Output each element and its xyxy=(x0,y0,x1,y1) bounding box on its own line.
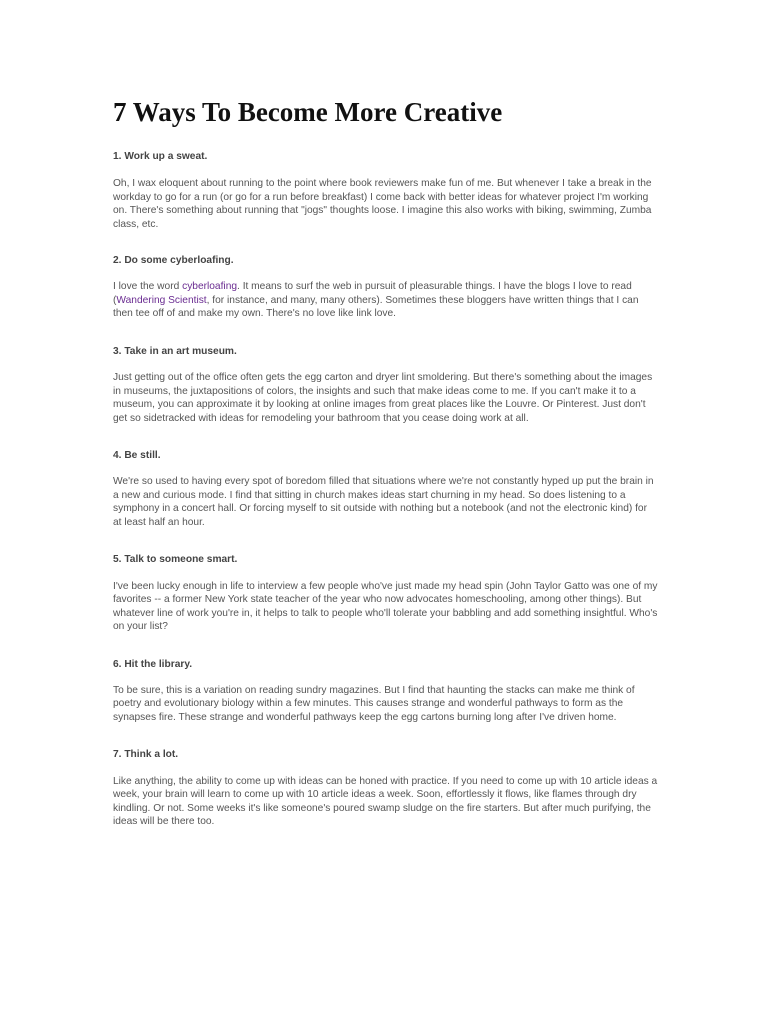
document-page xyxy=(113,96,658,829)
wandering-scientist-link[interactable]: Wandering Scientist xyxy=(116,294,207,306)
section-hit-the-library xyxy=(113,658,658,725)
section-heading: 2. Do some cyberloafing. xyxy=(113,255,234,266)
section-be-still xyxy=(113,449,658,529)
section-body: Just getting out of the office often gets the egg carton and dryer lint smoldering. But there's something about the images in museums, the juxtapositions of colors, the insights and such that make ideas come to me. If you can't make it to a museum, you can approximate it by looking at online images from great places like the Louvre. Or Pinterest. Just don't get so sidetracked with ideas for remodeling your bathroom that you cease doing work at all. xyxy=(113,372,653,424)
section-heading: 1. Work up a sweat. xyxy=(113,150,208,162)
section-body: Oh, I wax eloquent about running to the point where book reviewers make fun of me. But whenever I take a break in the workday to go for a run (or go for a run before breakfast) I come back with better ideas for whatever project I'm working on. There's something about running that "jogs" thoughts loose. I imagine this also works with biking, swimming, Zumba class, etc. xyxy=(113,178,652,230)
section-body: Like anything, the ability to come up with ideas can be honed with practice. If you need to come up with 10 article ideas a week, your brain will learn to come up with 10 article ideas a week. Soon, effortlessly it flows, like flames through dry kindling. Or not. Some weeks it's like someone's poured swamp sludge on the fire starters. But after much purifying, the ideas will be there too. xyxy=(113,775,658,827)
section-body: We're so used to having every spot of boredom filled that situations where we're not constantly hyped up put the brain in a new and curious mode. I find that sitting in church makes ideas start churning in my head. So does listening to a symphony in a concert hall. Or forcing myself to sit outside with nothing but a notebook (and not the electronic kind) for at least half an hour. xyxy=(113,476,654,528)
section-art-museum xyxy=(113,345,658,425)
section-body: To be sure, this is a variation on reading sundry magazines. But I find that haunting the stacks can make me think of poetry and evolutionary biology within a few minutes. This causes strange and wonderful pathways to form as the synapses fire. These strange and wonderful pathways keep the egg cartons burning long after I've driven home. xyxy=(113,684,635,723)
section-talk-to-someone-smart xyxy=(113,553,658,633)
section-work-up-a-sweat xyxy=(113,150,658,231)
section-heading: 3. Take in an art museum. xyxy=(113,345,237,357)
section-body xyxy=(113,280,658,321)
body-text: I love the word xyxy=(113,281,183,293)
section-cyberloafing xyxy=(113,254,658,321)
section-heading: 4. Be still. xyxy=(113,450,161,461)
section-body: I've been lucky enough in life to interview a few people who've just made my head spin (John Taylor Gatto was one of my favorites -- a former New York state teacher of the year who now advocates homeschooling, among other things). But whatever line of work you're in, it helps to talk to people who'll tolerate your babbling and add something insightful. Who's on your list? xyxy=(113,580,658,632)
section-think-a-lot xyxy=(113,748,658,828)
cyberloafing-link[interactable]: cyberloafing xyxy=(182,281,238,293)
page-title: 7 Ways To Become More Creative xyxy=(113,97,503,127)
section-heading: 6. Hit the library. xyxy=(113,658,193,670)
body-text: , for instance, and many, many others). Sometimes these bloggers have written things that I can then tee off of and make my own. There's no love like link love. xyxy=(113,294,639,320)
section-heading: 5. Talk to someone smart. xyxy=(113,554,238,566)
body-text: . It means to surf the web in pursuit of pleasurable things. I have the blogs I love to read ( xyxy=(113,281,632,306)
section-heading: 7. Think a lot. xyxy=(113,749,179,761)
